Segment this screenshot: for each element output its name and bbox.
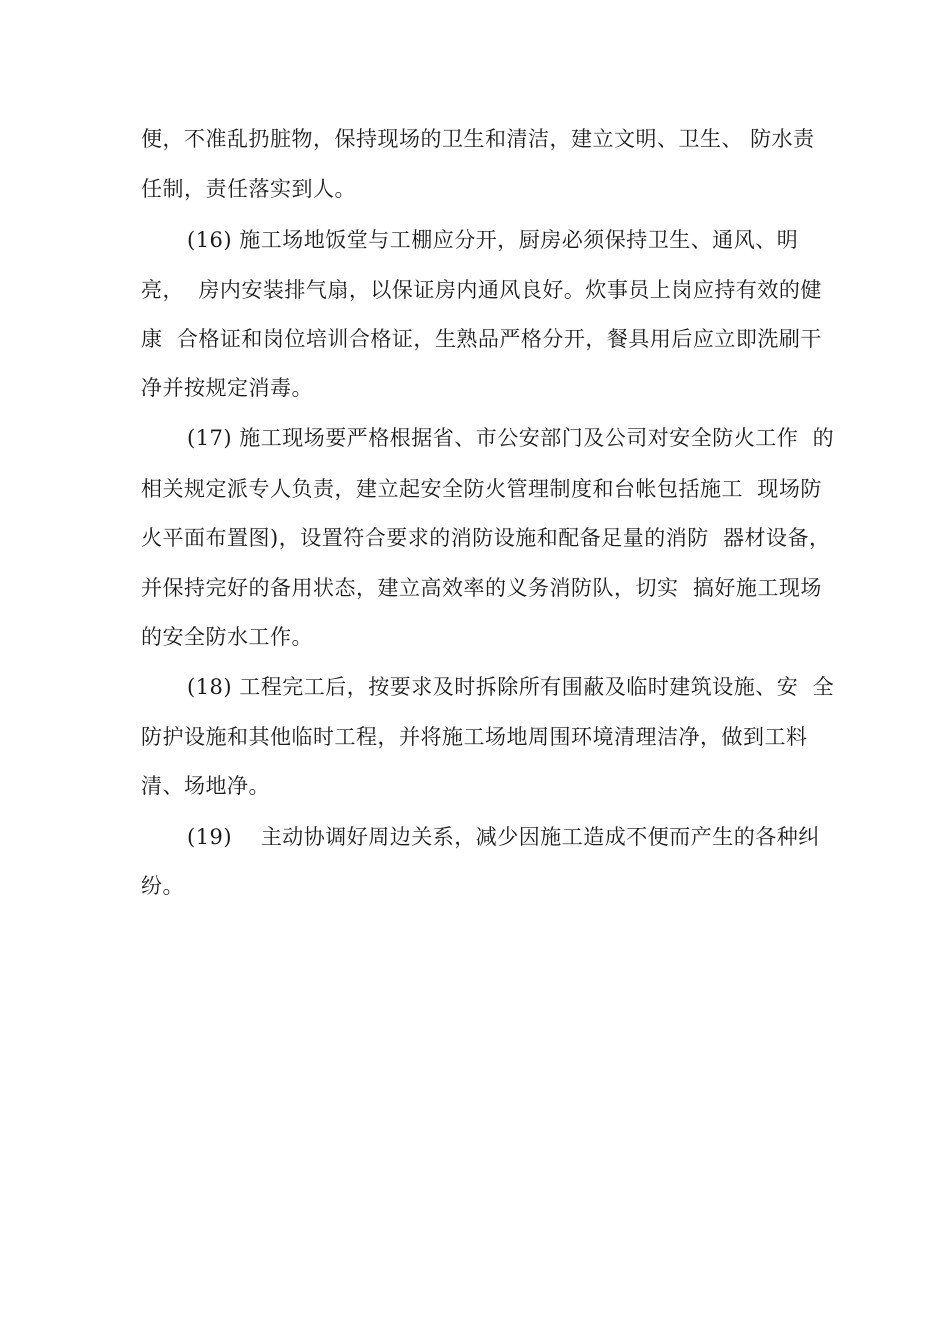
text-line: 相关规定派专人负责，建立起安全防火管理制度和台帐包括施工 现场防: [141, 477, 822, 501]
text-line: 火平面布置图)，设置符合要求的消防设施和配备足量的消防 器材设备，: [141, 526, 831, 550]
text-line: 康 合格证和岗位培训合格证，生熟品严格分开，餐具用后应立即洗刷干: [141, 327, 822, 351]
text-line: 亮， 房内安装排气扇，以保证房内通风良好。炊事员上岗应持有效的健: [141, 278, 822, 302]
text-line: (18) 工程完工后，按要求及时拆除所有围蔽及临时建筑设施、安 全: [187, 675, 835, 699]
text-line: 任制，责任落实到人。: [141, 177, 356, 201]
text-line: 纷。: [141, 874, 184, 898]
text-line: 的安全防水工作。: [141, 625, 313, 649]
text-line: 净并按规定消毒。: [141, 376, 313, 400]
text-line: (16) 施工场地饭堂与工棚应分开，厨房必须保持卫生、通风、明: [187, 228, 799, 252]
text-line: 便，不准乱扔脏物，保持现场的卫生和清洁，建立文明、卫生、 防水责: [141, 127, 815, 151]
text-line: 防护设施和其他临时工程，并将施工场地周围环境清理洁净，做到工料: [141, 725, 808, 749]
text-line: (17) 施工现场要严格根据省、市公安部门及公司对安全防火工作 的: [187, 426, 835, 450]
text-line: 并保持完好的备用状态，建立高效率的义务消防队，切实 搞好施工现场: [141, 576, 822, 600]
text-line: 清、场地净。: [141, 774, 270, 798]
text-line: (19) 主动协调好周边关系，减少因施工造成不便而产生的各种纠: [187, 825, 820, 849]
